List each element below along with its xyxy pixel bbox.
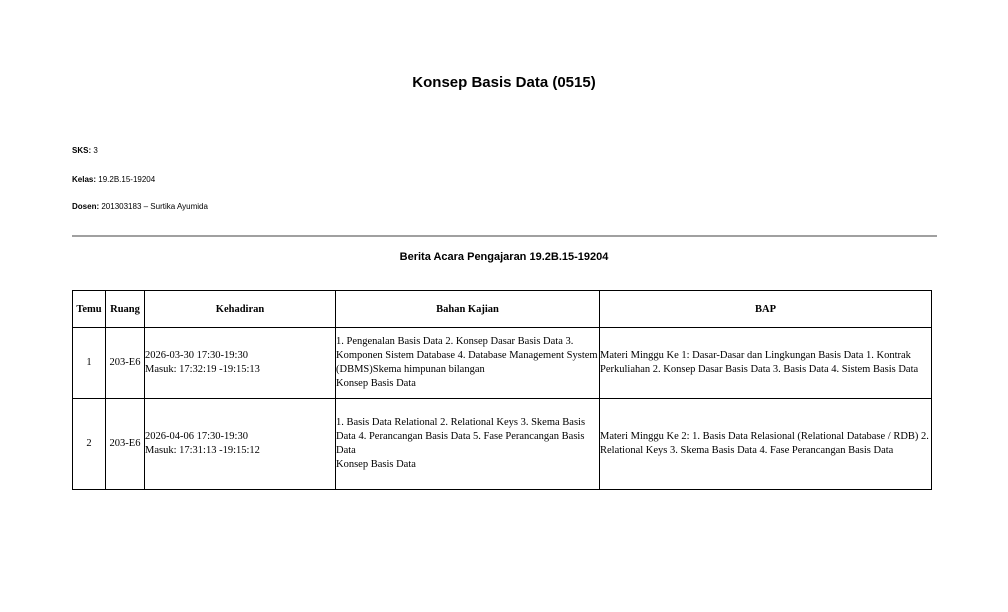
dosen-info [72, 202, 208, 211]
cell-bap: Materi Minggu Ke 1: Dasar-Dasar dan Lingkungan Basis Data 1. Kontrak Perkuliahan 2. Konsep Dasar Basis Data 3. Basis Data 4. Sistem Basis Data [600, 328, 932, 399]
topic-title: Konsep Basis Data [336, 378, 416, 389]
topics-text: 1. Pengenalan Basis Data 2. Konsep Dasar Basis Data 3. Komponen Sistem Database 4. Database Management System (DBMS)Skema himpunan bilangan [336, 336, 598, 375]
header-bap: BAP [600, 291, 932, 328]
cell-bahan-kajian [336, 399, 600, 490]
header-temu: Temu [73, 291, 106, 328]
cell-temu: 2 [73, 399, 106, 490]
cell-ruang: 203-E6 [106, 328, 145, 399]
header-kehadiran: Kehadiran [145, 291, 336, 328]
checkin-text: Masuk: 17:32:19 -19:15:13 [145, 364, 260, 375]
kelas-value: 19.2B.15-19204 [98, 175, 156, 184]
cell-bap: Materi Minggu Ke 2: 1. Basis Data Relasional (Relational Database / RDB) 2. Relational Keys 3. Skema Basis Data 4. Fase Perancangan Basis Data [600, 399, 932, 490]
cell-kehadiran [145, 328, 336, 399]
page-title: Konsep Basis Data (0515) [412, 74, 596, 91]
cell-ruang: 203-E6 [106, 399, 145, 490]
kelas-label: Kelas: [72, 175, 97, 184]
dosen-value: 201303183 – Surtika Ayumida [101, 202, 208, 211]
table-row [73, 399, 932, 490]
report-title: Berita Acara Pengajaran 19.2B.15-19204 [399, 251, 609, 263]
checkin-text: Masuk: 17:31:13 -19:15:12 [145, 445, 260, 456]
header-ruang: Ruang [106, 291, 145, 328]
cell-bahan-kajian [336, 328, 600, 399]
sks-info [72, 146, 98, 155]
header-bahan-kajian: Bahan Kajian [336, 291, 600, 328]
sks-value: 3 [93, 146, 98, 155]
schedule-text: 2026-04-06 17:30-19:30 [145, 431, 248, 442]
kelas-info [72, 175, 155, 184]
table-header-row [73, 291, 932, 328]
topic-title: Konsep Basis Data [336, 459, 416, 470]
attendance-table [72, 290, 932, 490]
table-row [73, 328, 932, 399]
divider [72, 235, 937, 237]
cell-temu: 1 [73, 328, 106, 399]
sks-label: SKS: [72, 146, 92, 155]
topics-text: 1. Basis Data Relational 2. Relational Keys 3. Skema Basis Data 4. Perancangan Basis Data 5. Fase Perancangan Basis Data [336, 417, 586, 456]
schedule-text: 2026-03-30 17:30-19:30 [145, 350, 248, 361]
dosen-label: Dosen: [72, 202, 100, 211]
cell-kehadiran [145, 399, 336, 490]
